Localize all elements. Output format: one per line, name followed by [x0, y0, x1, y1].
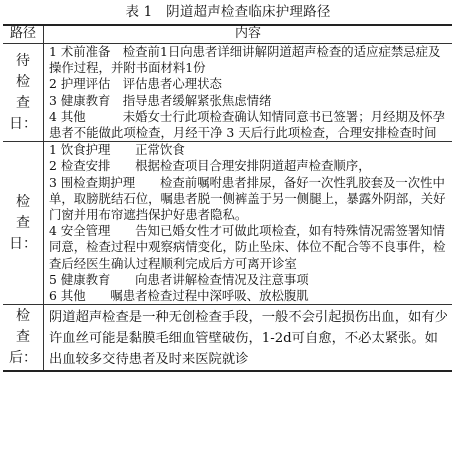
- stage-before-exam: 待 检 查 日：: [3, 44, 44, 142]
- content-after-exam: [44, 305, 453, 372]
- stage-after-exam: 检 查 后：: [3, 305, 44, 372]
- content-exam-day: [44, 142, 453, 305]
- header-content: 内容: [44, 25, 453, 44]
- group-after-exam: [3, 305, 452, 372]
- list-item: 4 安全管理 告知已婚女性才可做此项检查，如有特殊情况需签署知情同意，检查过程中观察病情变化，防止坠床、体位不配合等不良事件，检查后经医生确认过程顺利完成后方可离开诊室: [49, 223, 446, 271]
- group-exam-day: [3, 142, 452, 305]
- list-item: 6 其他 嘱患者检查过程中深呼吸、放松腹肌: [49, 288, 309, 304]
- stage-exam-day: 检 查 日：: [3, 142, 44, 305]
- list-item: 阴道超声检查是一种无创检查手段，一般不会引起损伤出血，如有少许血丝可能是黏膜毛细血管壁破伤，1-2d可自愈，不必太紧张。如出血较多交待患者及时来医院就诊: [49, 310, 448, 368]
- group-before-exam: [3, 44, 452, 142]
- list-item: 5 健康教育 向患者讲解检查情况及注意事项: [49, 271, 309, 287]
- nursing-pathway-table: [3, 24, 452, 372]
- table-caption: 表 1 阴道超声检查临床护理路径: [125, 4, 331, 20]
- header-stage: 路径: [3, 25, 44, 44]
- list-item: 3 围检查期护理 检查前嘱咐患者排尿，备好一次性乳胶套及一次性中单，取膀胱结石位，嘱患者脱一侧裤盖于另一侧腿上，暴露外阴部，关好门窗并用布帘遮挡保护好患者隐私。: [49, 174, 446, 223]
- list-item: 3 健康教育 指导患者缓解紧张焦虑情绪: [49, 92, 272, 108]
- list-item: 1 饮食护理 正常饮食: [49, 142, 185, 158]
- list-item: 2 护理评估 评估患者心理状态: [49, 76, 222, 92]
- list-item: 1 术前准备 检查前1日向患者详细讲解阴道超声检查的适应症禁忌症及操作过程，并附书面材料1份: [49, 44, 441, 76]
- list-item: 4 其他 未婚女士行此项检查确认知情同意书已签署；月经期及怀孕患者不能做此项检查，月经干净 3 天后行此项检查，合理安排检查时间: [49, 108, 445, 141]
- list-item: 2 检查安排 根据检查项目合理安排阴道超声检查顺序，: [49, 158, 371, 174]
- content-before-exam: [44, 44, 453, 142]
- table-header-row: [3, 25, 452, 44]
